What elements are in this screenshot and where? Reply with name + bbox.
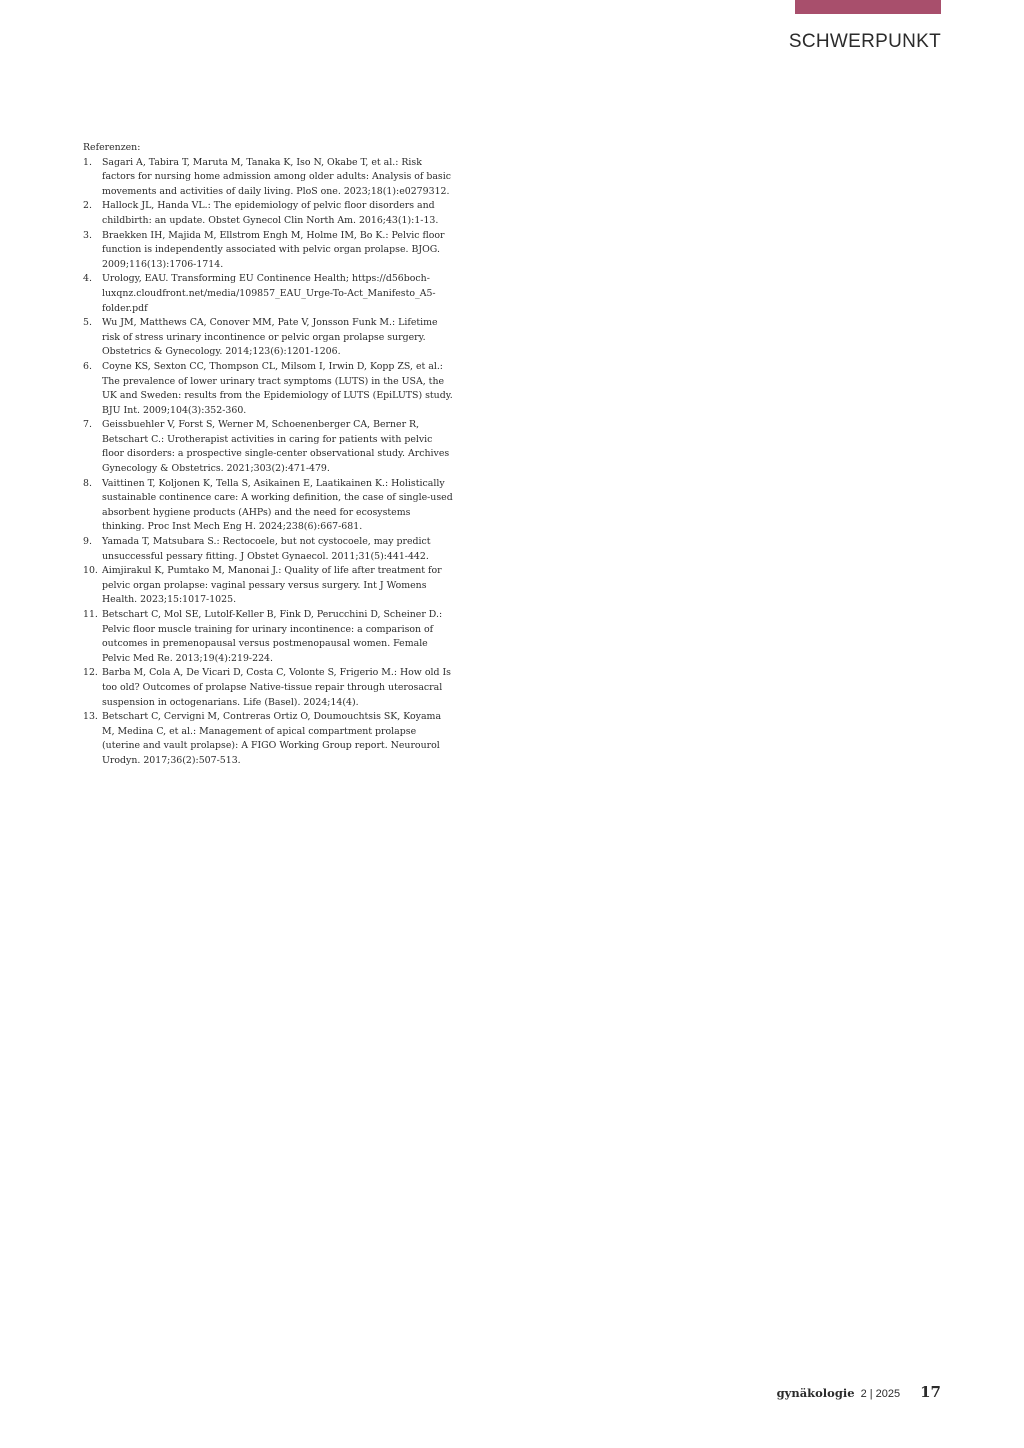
reference-item [83,477,453,535]
reference-text: Hallock JL, Handa VL.: The epidemiology of pelvic floor disorders and childbirth: an update. Obstet Gynecol Clin North Am. 2016;43(1):1-13. [102,200,439,226]
page-footer [777,1383,941,1401]
reference-number: 4. [83,273,92,285]
reference-text: Braekken IH, Majida M, Ellstrom Engh M, Holme IM, Bo K.: Pelvic floor function is independently associated with pelvic organ prolapse. BJOG. 2009;116(13):1706-1714. [102,229,445,270]
reference-number: 12. [83,667,98,679]
reference-text: Yamada T, Matsubara S.: Rectocoele, but not cystocoele, may predict unsuccessful pessary fitting. J Obstet Gynaecol. 2011;31(5):441-442. [102,536,431,562]
page-number: 17 [920,1383,941,1401]
reference-number: 11. [83,609,98,620]
reference-text: Geissbuehler V, Forst S, Werner M, Schoenenberger CA, Berner R, Betschart C.: Urotherapist activities in caring for patients with pelvic floor disorders: a prospective single-center observational study. Archives Gynecology & Obstetrics. 2021;303(2):471-479. [102,419,450,475]
reference-number: 3. [83,229,92,241]
reference-number: 2. [83,200,92,212]
reference-number: 13. [83,711,98,723]
reference-item [83,360,453,418]
references-heading: Referenzen: [83,142,141,153]
reference-text: Betschart C, Cervigni M, Contreras Ortiz O, Doumouchtsis SK, Koyama M, Medina C, et al.: Management of apical compartment prolapse (uterine and vault prolapse): A FIGO Working Group report. Neurourol Urodyn. 2017;36(2):507-513. [102,711,442,766]
reference-number: 6. [83,360,92,372]
journal-name: gynäkologie [776,1386,855,1400]
reference-item [83,272,453,316]
reference-number: 8. [83,477,92,489]
reference-text: Sagari A, Tabira T, Maruta M, Tanaka K, Iso N, Okabe T, et al.: Risk factors for nursing home admission among older adults: Analysis of basic movements and activities of daily living. PloS one. 2023;18(1):e0279312. [102,156,451,197]
reference-number: 10. [83,565,98,577]
reference-text: Coyne KS, Sexton CC, Thompson CL, Milsom I, Irwin D, Kopp ZS, et al.: The prevalence of lower urinary tract symptoms (LUTS) in the USA, the UK and Sweden: results from the Epidemiology of LUTS (EpiLUTS) study. BJU Int. 2009;104(3):352-360. [102,360,453,416]
reference-number: 7. [83,419,92,431]
reference-number: 1. [83,156,92,168]
reference-item [83,710,453,768]
reference-text: Vaittinen T, Koljonen K, Tella S, Asikainen E, Laatikainen K.: Holistically sustainable continence care: A working definition, the case of single-used absorbent hygiene products (AHPs) and the need for ecosystems thinking. Proc Inst Mech Eng H. 2024;238(6):667-681. [102,477,453,533]
reference-item [83,564,453,608]
reference-item [83,418,453,476]
reference-text: Barba M, Cola A, De Vicari D, Costa C, Volonte S, Frigerio M.: How old Is too old? Outcomes of prolapse Native-tissue repair through uterosacral suspension in octogenarians. Life (Basel). 2024;14(4). [102,667,451,708]
reference-item [83,199,453,228]
reference-number: 9. [83,536,92,548]
reference-text: Urology, EAU. Transforming EU Continence Health; https://d56boch-luxqnz.cloudfront.net/media/109857_EAU_Urge-To-Act_Manifesto_A5-folder.pdf [102,273,436,314]
section-color-bar [795,0,941,14]
issue-number: 2 | 2025 [860,1388,901,1400]
references-block [83,141,453,769]
section-label: SCHWERPUNKT [788,31,941,52]
reference-item [83,666,453,710]
reference-item [83,229,453,273]
reference-item [83,535,453,564]
references-list [83,156,453,769]
reference-number: 5. [83,317,92,329]
reference-text: Wu JM, Matthews CA, Conover MM, Pate V, Jonsson Funk M.: Lifetime risk of stress urinary incontinence or pelvic organ prolapse surgery. Obstetrics & Gynecology. 2014;123(6):1201-1206. [102,317,438,358]
reference-item [83,156,453,200]
reference-text: Betschart C, Mol SE, Lutolf-Keller B, Fink D, Perucchini D, Scheiner D.: Pelvic floor muscle training for urinary incontinence: a comparison of outcomes in premenopausal versus postmenopausal women. Female Pelvic Med Re. 2013;19(4):219-224. [102,609,443,664]
reference-text: Aimjirakul K, Pumtako M, Manonai J.: Quality of life after treatment for pelvic organ prolapse: vaginal pessary versus surgery. Int J Womens Health. 2023;15:1017-1025. [102,565,442,606]
reference-item [83,316,453,360]
reference-item [83,608,453,666]
